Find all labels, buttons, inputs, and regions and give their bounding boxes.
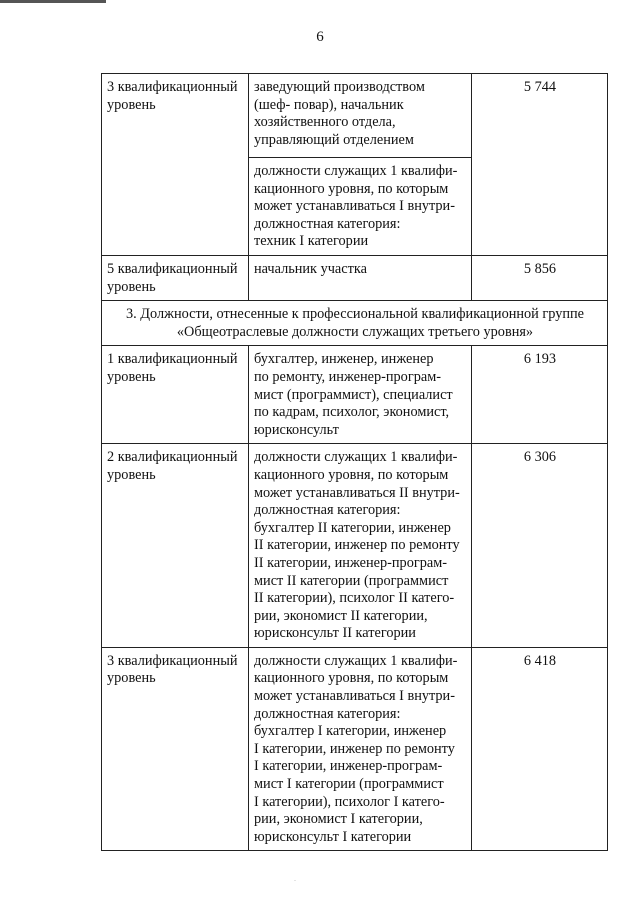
level-line: уровень	[107, 368, 156, 385]
table-row	[102, 256, 608, 301]
position-line: мист (программист), специалист	[254, 386, 453, 403]
group-header-row	[102, 301, 608, 346]
level-cell	[102, 346, 249, 444]
footer-mark: .	[294, 874, 296, 883]
salary-value: 6 418	[523, 652, 557, 669]
scan-edge-mark	[0, 0, 106, 3]
position-line: бухгалтер I категории, инженер	[254, 723, 447, 740]
position-line: рии, экономист I категории,	[254, 811, 423, 828]
level-line: 1 квалификационный	[107, 351, 238, 368]
salary-value: 6 306	[523, 449, 557, 466]
table-row	[102, 346, 608, 444]
position-line: бухгалтер II категории, инженер	[254, 519, 451, 536]
position-line: должности служащих 1 квалифи-	[254, 652, 458, 669]
position-line: мист II категории (программист	[254, 572, 449, 589]
level-line: уровень	[107, 278, 156, 295]
position-line: мист I категории (программист	[254, 776, 444, 793]
table-row	[102, 74, 608, 158]
level-cell	[102, 444, 249, 648]
salary-cell	[472, 444, 608, 648]
level-line: уровень	[107, 466, 156, 483]
position-cell	[249, 346, 472, 444]
position-line: может устанавливаться I внутри-	[254, 198, 455, 215]
level-cell	[102, 74, 249, 256]
position-line: по кадрам, психолог, экономист,	[254, 404, 450, 421]
level-line: 3 квалификационный	[107, 652, 238, 669]
position-line: рии, экономист II категории,	[254, 607, 428, 624]
level-line: 2 квалификационный	[107, 449, 238, 466]
position-cell	[249, 444, 472, 648]
position-cell	[249, 74, 472, 158]
level-line: уровень	[107, 670, 156, 687]
position-line: юрисконсульт II категории	[254, 625, 416, 642]
position-line: заведующий производством	[254, 79, 425, 95]
table-row	[102, 647, 608, 851]
position-line: II категории, инженер по ремонту	[254, 537, 460, 554]
salary-cell	[472, 256, 608, 301]
position-line: начальник участка	[254, 261, 367, 277]
position-line: управляющий отделением	[254, 131, 414, 148]
salary-value: 6 193	[523, 351, 557, 368]
position-line: юрисконсульт	[254, 421, 339, 438]
salary-cell	[472, 74, 608, 256]
position-line: (шеф- повар), начальник	[254, 96, 404, 113]
position-line: должностная категория:	[254, 502, 401, 519]
position-line: должностная категория:	[254, 705, 401, 722]
position-line: может устанавливаться I внутри-	[254, 688, 455, 705]
position-line: кационного уровня, по которым	[254, 670, 449, 687]
qualification-table	[101, 73, 608, 851]
level-line: 5 квалификационный	[107, 261, 238, 277]
position-line: I категории, инженер-програм-	[254, 758, 443, 775]
position-cell	[249, 158, 472, 256]
position-line: I категории), психолог I катего-	[254, 793, 445, 810]
position-line: должностная категория:	[254, 215, 401, 232]
position-line: II категории), психолог II катего-	[254, 590, 455, 607]
salary-value: 5 856	[523, 261, 557, 277]
position-line: должности служащих 1 квалифи-	[254, 163, 458, 179]
salary-cell	[472, 647, 608, 851]
group-title-line: 3. Должности, отнесенные к профессиональной квалификационной группе	[125, 306, 585, 323]
group-title-cell	[102, 301, 608, 346]
position-line: I категории, инженер по ремонту	[254, 740, 455, 757]
position-line: кационного уровня, по которым	[254, 180, 449, 197]
level-cell	[102, 256, 249, 301]
position-line: хозяйственного отдела,	[254, 114, 396, 131]
position-line: должности служащих 1 квалифи-	[254, 449, 458, 466]
page-number: 6	[316, 29, 324, 45]
position-line: II категории, инженер-програм-	[254, 554, 448, 571]
position-line: техник I категории	[254, 233, 369, 250]
level-cell	[102, 647, 249, 851]
position-line: бухгалтер, инженер, инженер	[254, 351, 434, 368]
position-line: может устанавливаться II внутри-	[254, 484, 460, 501]
salary-value: 5 744	[523, 79, 557, 95]
position-cell	[249, 256, 472, 301]
position-line: юрисконсульт I категории	[254, 828, 412, 845]
salary-cell	[472, 346, 608, 444]
position-line: по ремонту, инженер-програм-	[254, 368, 441, 385]
table-row	[102, 444, 608, 648]
level-line: 3 квалификационный	[107, 79, 238, 95]
position-line: кационного уровня, по которым	[254, 466, 449, 483]
level-line: уровень	[107, 96, 156, 113]
group-title-line: «Общеотраслевые должности служащих третьего уровня»	[176, 323, 534, 340]
position-cell	[249, 647, 472, 851]
